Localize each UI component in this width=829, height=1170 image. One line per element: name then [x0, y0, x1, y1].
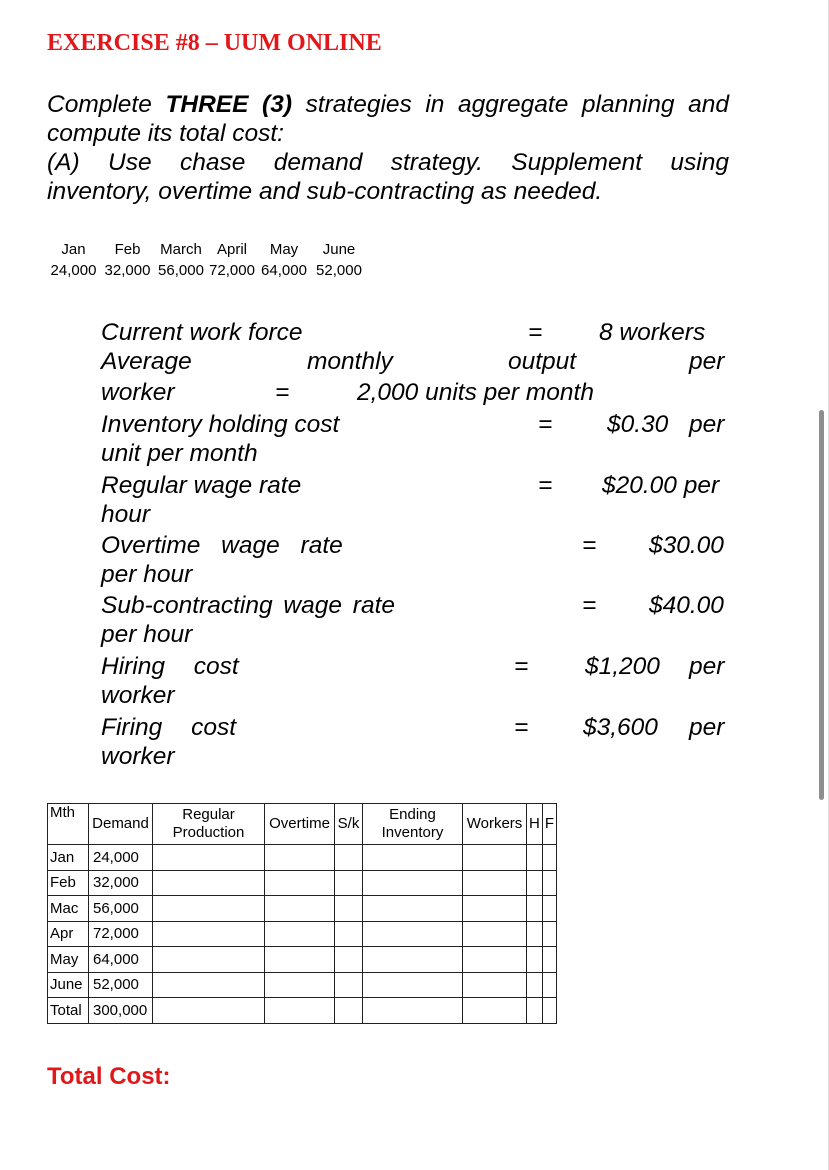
- empty-cell[interactable]: [335, 870, 363, 896]
- empty-cell[interactable]: [542, 870, 556, 896]
- param-firing-cont: [101, 742, 729, 774]
- param-regular-cont: [101, 500, 729, 531]
- instructions: [47, 90, 729, 206]
- table-row: [48, 870, 557, 896]
- forecast-month: Feb: [114, 241, 141, 258]
- param-equals: =: [538, 472, 553, 499]
- row-month: May: [48, 947, 89, 973]
- forecast-value: 56,000: [158, 262, 204, 279]
- empty-cell[interactable]: [363, 845, 463, 871]
- empty-cell[interactable]: [153, 998, 265, 1024]
- empty-cell[interactable]: [153, 896, 265, 922]
- empty-cell[interactable]: [153, 921, 265, 947]
- param-value: $40.00: [649, 592, 724, 619]
- empty-cell[interactable]: [463, 845, 527, 871]
- row-month: Total: [48, 998, 89, 1024]
- header-month: Mth: [48, 804, 89, 845]
- empty-cell[interactable]: [335, 998, 363, 1024]
- param-subcontract: [101, 591, 729, 620]
- table-total-row: [48, 998, 557, 1024]
- header-ending-inventory: Ending Inventory: [363, 804, 463, 845]
- empty-cell[interactable]: [463, 998, 527, 1024]
- param-hiring-cont: [101, 681, 729, 713]
- row-month: Mac: [48, 896, 89, 922]
- row-demand: 24,000: [89, 845, 153, 871]
- empty-cell[interactable]: [527, 896, 543, 922]
- table-header-row: [48, 804, 557, 845]
- param-hiring: [101, 652, 729, 681]
- param-label: Current work force: [101, 319, 303, 346]
- row-demand: 300,000: [89, 998, 153, 1024]
- row-demand: 52,000: [89, 972, 153, 998]
- param-equals: =: [514, 653, 529, 680]
- param-value: $3,600: [583, 714, 658, 741]
- empty-cell[interactable]: [542, 972, 556, 998]
- param-output-line-2: [101, 378, 729, 410]
- param-holding-cont: [101, 439, 729, 471]
- param-label: worker: [101, 379, 175, 406]
- param-label: Regular wage rate: [101, 472, 302, 499]
- param-label: output: [508, 348, 577, 375]
- empty-cell[interactable]: [153, 845, 265, 871]
- forecast-value: 32,000: [104, 262, 151, 279]
- empty-cell[interactable]: [463, 896, 527, 922]
- table-row: [48, 972, 557, 998]
- empty-cell[interactable]: [265, 896, 335, 922]
- empty-cell[interactable]: [463, 921, 527, 947]
- forecast-month: March: [160, 241, 202, 258]
- forecast-value: 64,000: [261, 262, 307, 279]
- param-label: Average: [101, 348, 192, 375]
- instruction-line-2: compute its total cost:: [47, 120, 284, 147]
- param-label: hour: [101, 501, 151, 528]
- param-label: per hour: [101, 561, 193, 588]
- row-month: Jan: [48, 845, 89, 871]
- empty-cell[interactable]: [527, 998, 543, 1024]
- param-label: per: [689, 411, 725, 438]
- header-subcontract: S/k: [335, 804, 363, 845]
- instruction-line-1: Complete THREE (3) strategies in aggregate planning and: [47, 91, 730, 118]
- row-month: June: [48, 972, 89, 998]
- param-value: $30.00: [649, 532, 724, 559]
- empty-cell[interactable]: [363, 896, 463, 922]
- param-output-line-1: [101, 347, 729, 378]
- param-overtime-cont: [101, 560, 729, 591]
- row-demand: 56,000: [89, 896, 153, 922]
- table-row: [48, 845, 557, 871]
- empty-cell[interactable]: [463, 870, 527, 896]
- planning-table: [47, 803, 557, 1024]
- empty-cell[interactable]: [527, 921, 543, 947]
- empty-cell[interactable]: [527, 947, 543, 973]
- empty-cell[interactable]: [542, 998, 556, 1024]
- header-overtime: Overtime: [265, 804, 335, 845]
- empty-cell[interactable]: [335, 845, 363, 871]
- param-equals: =: [582, 532, 597, 559]
- param-subcontract-cont: [101, 620, 729, 652]
- param-workforce: [101, 318, 729, 347]
- empty-cell[interactable]: [265, 921, 335, 947]
- empty-cell[interactable]: [363, 870, 463, 896]
- param-holding: [101, 410, 729, 439]
- forecast-value: 24,000: [50, 262, 97, 279]
- empty-cell[interactable]: [265, 998, 335, 1024]
- table-row: [48, 896, 557, 922]
- param-equals: =: [514, 714, 529, 741]
- param-label: per: [689, 348, 725, 375]
- total-cost-label: Total Cost:: [47, 1063, 171, 1090]
- param-equals: =: [275, 379, 290, 406]
- param-equals: =: [528, 319, 543, 346]
- scrollbar[interactable]: [819, 410, 824, 800]
- empty-cell[interactable]: [335, 947, 363, 973]
- empty-cell[interactable]: [153, 870, 265, 896]
- param-firing: [101, 713, 729, 742]
- empty-cell[interactable]: [153, 972, 265, 998]
- param-value: 2,000 units per month: [357, 379, 594, 406]
- empty-cell[interactable]: [265, 947, 335, 973]
- row-month: Feb: [48, 870, 89, 896]
- param-label: unit per month: [101, 440, 258, 467]
- param-label: Overtime wage rate: [101, 532, 343, 559]
- param-label: Inventory holding cost: [101, 411, 340, 438]
- empty-cell[interactable]: [527, 870, 543, 896]
- empty-cell[interactable]: [335, 896, 363, 922]
- param-label: per: [689, 653, 725, 680]
- row-demand: 72,000: [89, 921, 153, 947]
- param-equals: =: [538, 411, 553, 438]
- param-label: per hour: [101, 621, 193, 648]
- row-month: Apr: [48, 921, 89, 947]
- instruction-line-3: (A) Use chase demand strategy. Supplement using: [47, 149, 729, 176]
- empty-cell[interactable]: [363, 947, 463, 973]
- forecast-value: 72,000: [209, 262, 255, 279]
- forecast-value: 52,000: [316, 262, 362, 279]
- header-workers: Workers: [463, 804, 527, 845]
- param-value: $0.30: [607, 411, 669, 438]
- header-hired: H: [527, 804, 543, 845]
- instruction-line-4: inventory, overtime and sub-contracting as needed.: [47, 178, 603, 205]
- forecast-month: June: [322, 241, 356, 258]
- empty-cell[interactable]: [542, 921, 556, 947]
- param-label: worker: [101, 682, 175, 709]
- empty-cell[interactable]: [335, 921, 363, 947]
- forecast-month-row: [47, 239, 367, 260]
- empty-cell[interactable]: [265, 972, 335, 998]
- table-row: [48, 921, 557, 947]
- param-label: Hiring cost: [101, 653, 239, 680]
- empty-cell[interactable]: [527, 845, 543, 871]
- param-value: $20.00 per: [602, 472, 720, 499]
- forecast-month: Jan: [61, 241, 86, 258]
- empty-cell[interactable]: [265, 870, 335, 896]
- row-demand: 64,000: [89, 947, 153, 973]
- empty-cell[interactable]: [463, 947, 527, 973]
- param-label: monthly: [307, 348, 393, 375]
- empty-cell[interactable]: [527, 972, 543, 998]
- empty-cell[interactable]: [363, 972, 463, 998]
- empty-cell[interactable]: [335, 972, 363, 998]
- empty-cell[interactable]: [463, 972, 527, 998]
- param-equals: =: [582, 592, 597, 619]
- exercise-title: EXERCISE #8 – UUM ONLINE: [47, 30, 382, 56]
- empty-cell[interactable]: [542, 896, 556, 922]
- header-demand: Demand: [89, 804, 153, 845]
- row-demand: 32,000: [89, 870, 153, 896]
- param-regular: [101, 471, 729, 500]
- header-fired: F: [542, 804, 556, 845]
- table-row: [48, 947, 557, 973]
- param-label: per: [689, 714, 725, 741]
- param-label: Firing cost: [101, 714, 237, 741]
- empty-cell[interactable]: [363, 998, 463, 1024]
- empty-cell[interactable]: [153, 947, 265, 973]
- forecast-value-row: [47, 260, 367, 281]
- empty-cell[interactable]: [542, 845, 556, 871]
- param-value: 8 workers: [599, 319, 706, 346]
- parameters-list: [101, 318, 729, 774]
- empty-cell[interactable]: [265, 845, 335, 871]
- empty-cell[interactable]: [363, 921, 463, 947]
- param-label: Sub-contracting wage rate: [101, 592, 395, 619]
- header-regular-production: Regular Production: [153, 804, 265, 845]
- demand-forecast: [47, 239, 367, 281]
- forecast-month: April: [216, 241, 247, 258]
- empty-cell[interactable]: [542, 947, 556, 973]
- param-label: worker: [101, 743, 175, 770]
- param-value: $1,200: [585, 653, 660, 680]
- forecast-month: May: [269, 241, 299, 258]
- instruction-emphasis: THREE (3): [165, 91, 292, 118]
- param-overtime: [101, 531, 729, 560]
